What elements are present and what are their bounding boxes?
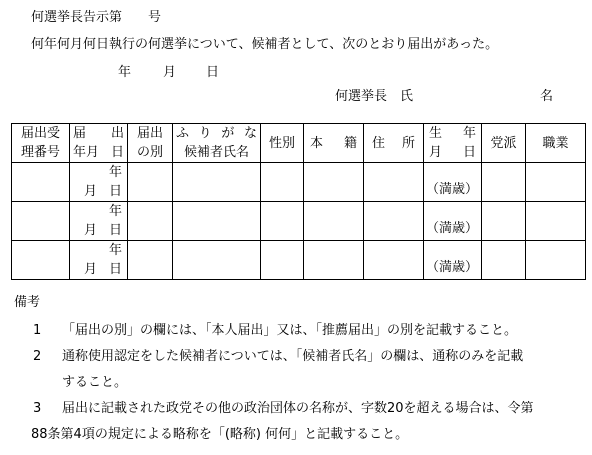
filing-date-cell: 年 月 日 <box>70 241 128 280</box>
header-party: 党派 <box>482 124 526 163</box>
blank-cell <box>261 241 304 280</box>
date-day-label: 日 <box>206 65 220 80</box>
blank-cell <box>12 202 70 241</box>
date-year-label: 年 <box>118 65 132 80</box>
header-filing-type: 届出 の別 <box>128 124 173 163</box>
blank-cell <box>173 241 261 280</box>
blank-cell <box>364 202 424 241</box>
blank-cell <box>173 163 261 202</box>
note-1-text: 「届出の別」の欄には、「本人届出」又は、「推薦届出」の別を記載すること。 <box>62 323 518 338</box>
blank-cell <box>261 163 304 202</box>
signer-title: 何選挙長 氏 <box>335 89 414 104</box>
blank-cell <box>12 241 70 280</box>
date-month-label: 月 <box>163 65 177 80</box>
blank-cell <box>364 241 424 280</box>
note-1-number: 1 <box>33 323 42 338</box>
header-occupation: 職業 <box>526 124 586 163</box>
blank-cell <box>526 163 586 202</box>
filing-date-cell: 年 月 日 <box>70 163 128 202</box>
blank-cell <box>304 241 364 280</box>
note-2-number: 2 <box>33 349 42 364</box>
blank-cell <box>482 202 526 241</box>
intro-text: 何年何月何日執行の何選挙について、候補者として、次のとおり届出があった。 <box>31 37 499 52</box>
table-row <box>12 202 586 241</box>
notice-number: 何選挙長告示第 号 <box>31 10 162 25</box>
blank-cell <box>304 202 364 241</box>
blank-cell <box>261 202 304 241</box>
notes-heading: 備考 <box>14 295 41 310</box>
note-3-number: 3 <box>33 401 42 416</box>
note-3-text: 届出に記載された政党その他の政治団体の名称が、字数20を超える場合は、令第 <box>62 401 534 416</box>
signer-name-suffix: 名 <box>540 89 554 104</box>
header-address: 住 所 <box>364 124 424 163</box>
birth-date-cell: （満 歳） <box>424 163 482 202</box>
blank-cell <box>482 241 526 280</box>
header-filing-date: 届 出 年月 日 <box>70 124 128 163</box>
blank-cell <box>364 163 424 202</box>
blank-cell <box>128 163 173 202</box>
blank-cell <box>173 202 261 241</box>
blank-cell <box>128 202 173 241</box>
blank-cell <box>526 241 586 280</box>
filing-date-cell: 年 月 日 <box>70 202 128 241</box>
table-row <box>12 241 586 280</box>
header-birth-date: 生 年 月 日 <box>424 124 482 163</box>
table-header-row <box>12 124 586 163</box>
header-sex: 性別 <box>261 124 304 163</box>
blank-cell <box>304 163 364 202</box>
birth-date-cell: （満 歳） <box>424 202 482 241</box>
blank-cell <box>482 163 526 202</box>
note-2-continuation: すること。 <box>62 375 128 390</box>
note-3-continuation: 88条第4項の規定による略称を「(略称) 何何」と記載すること。 <box>31 427 409 442</box>
blank-cell <box>526 202 586 241</box>
note-2-text: 通称使用認定をした候補者については、「候補者氏名」の欄は、通称のみを記載 <box>62 349 524 364</box>
header-domicile: 本 籍 <box>304 124 364 163</box>
header-receipt-no: 届出受 理番号 <box>12 124 70 163</box>
blank-cell <box>128 241 173 280</box>
birth-date-cell: （満 歳） <box>424 241 482 280</box>
header-candidate-name: ふ り が な 候補者氏名 <box>173 124 261 163</box>
blank-cell <box>12 163 70 202</box>
candidate-register-table <box>11 123 586 280</box>
table-row <box>12 163 586 202</box>
